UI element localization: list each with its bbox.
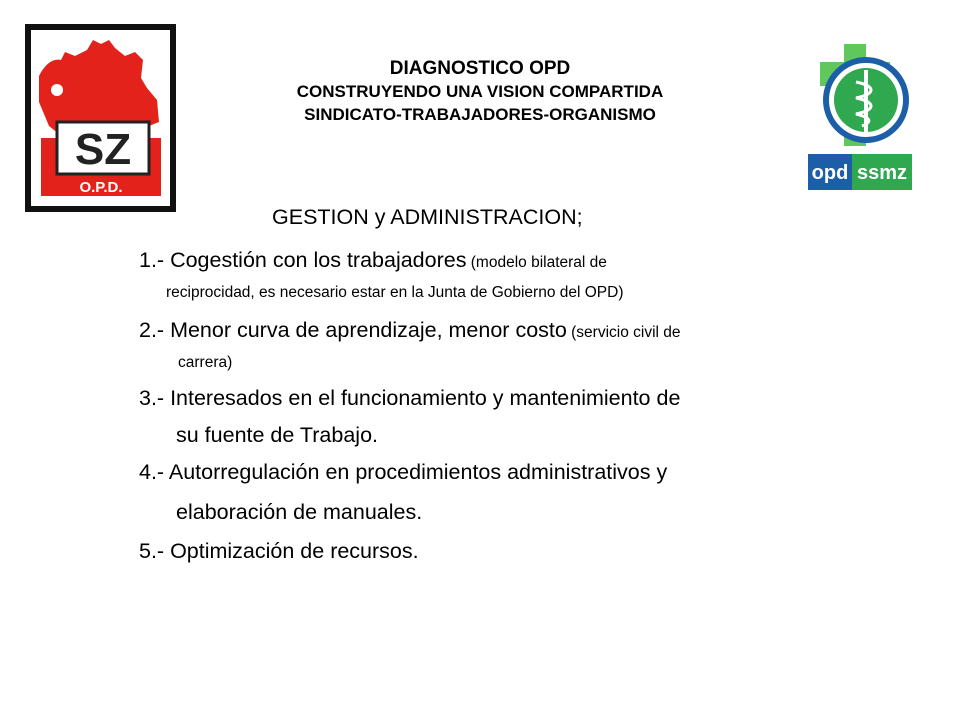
item-2-note-a: (servicio civil de: [566, 324, 681, 341]
item-5-main: 5.- Optimización de recursos.: [139, 539, 419, 563]
item-4-main: 4.- Autorregulación en procedimientos administrativos y: [139, 460, 668, 484]
ssmz-text: ssmz: [856, 162, 908, 184]
slide-subtitle-2: SINDICATO-TRABAJADORES-ORGANISMO: [304, 105, 656, 124]
slide-subtitle-1: CONSTRUYENDO UNA VISION COMPARTIDA: [296, 82, 664, 101]
item-1-note-a: (modelo bilateral de: [466, 254, 607, 271]
item-1-note-b: reciprocidad, es necesario estar en la Junta de Gobierno del OPD): [166, 284, 624, 301]
item-1: [139, 248, 607, 273]
item-1-main: 1.- Cogestión con los trabajadores: [139, 248, 467, 272]
slide-title: DIAGNOSTICO OPD: [389, 58, 571, 79]
opd-text: opd: [811, 162, 849, 184]
section-heading: GESTION y ADMINISTRACION;: [272, 205, 583, 229]
opd-logo-text: O.P.D.: [79, 179, 123, 196]
item-2-note-b: carrera): [178, 354, 233, 371]
item-2-main: 2.- Menor curva de aprendizaje, menor costo: [139, 318, 567, 342]
item-3-cont: su fuente de Trabajo.: [176, 423, 379, 447]
sz-logo-text: SZ: [74, 125, 132, 174]
item-2: [139, 318, 681, 343]
item-3-main: 3.- Interesados en el funcionamiento y mantenimiento de: [139, 386, 681, 410]
item-4-cont: elaboración de manuales.: [176, 500, 423, 524]
